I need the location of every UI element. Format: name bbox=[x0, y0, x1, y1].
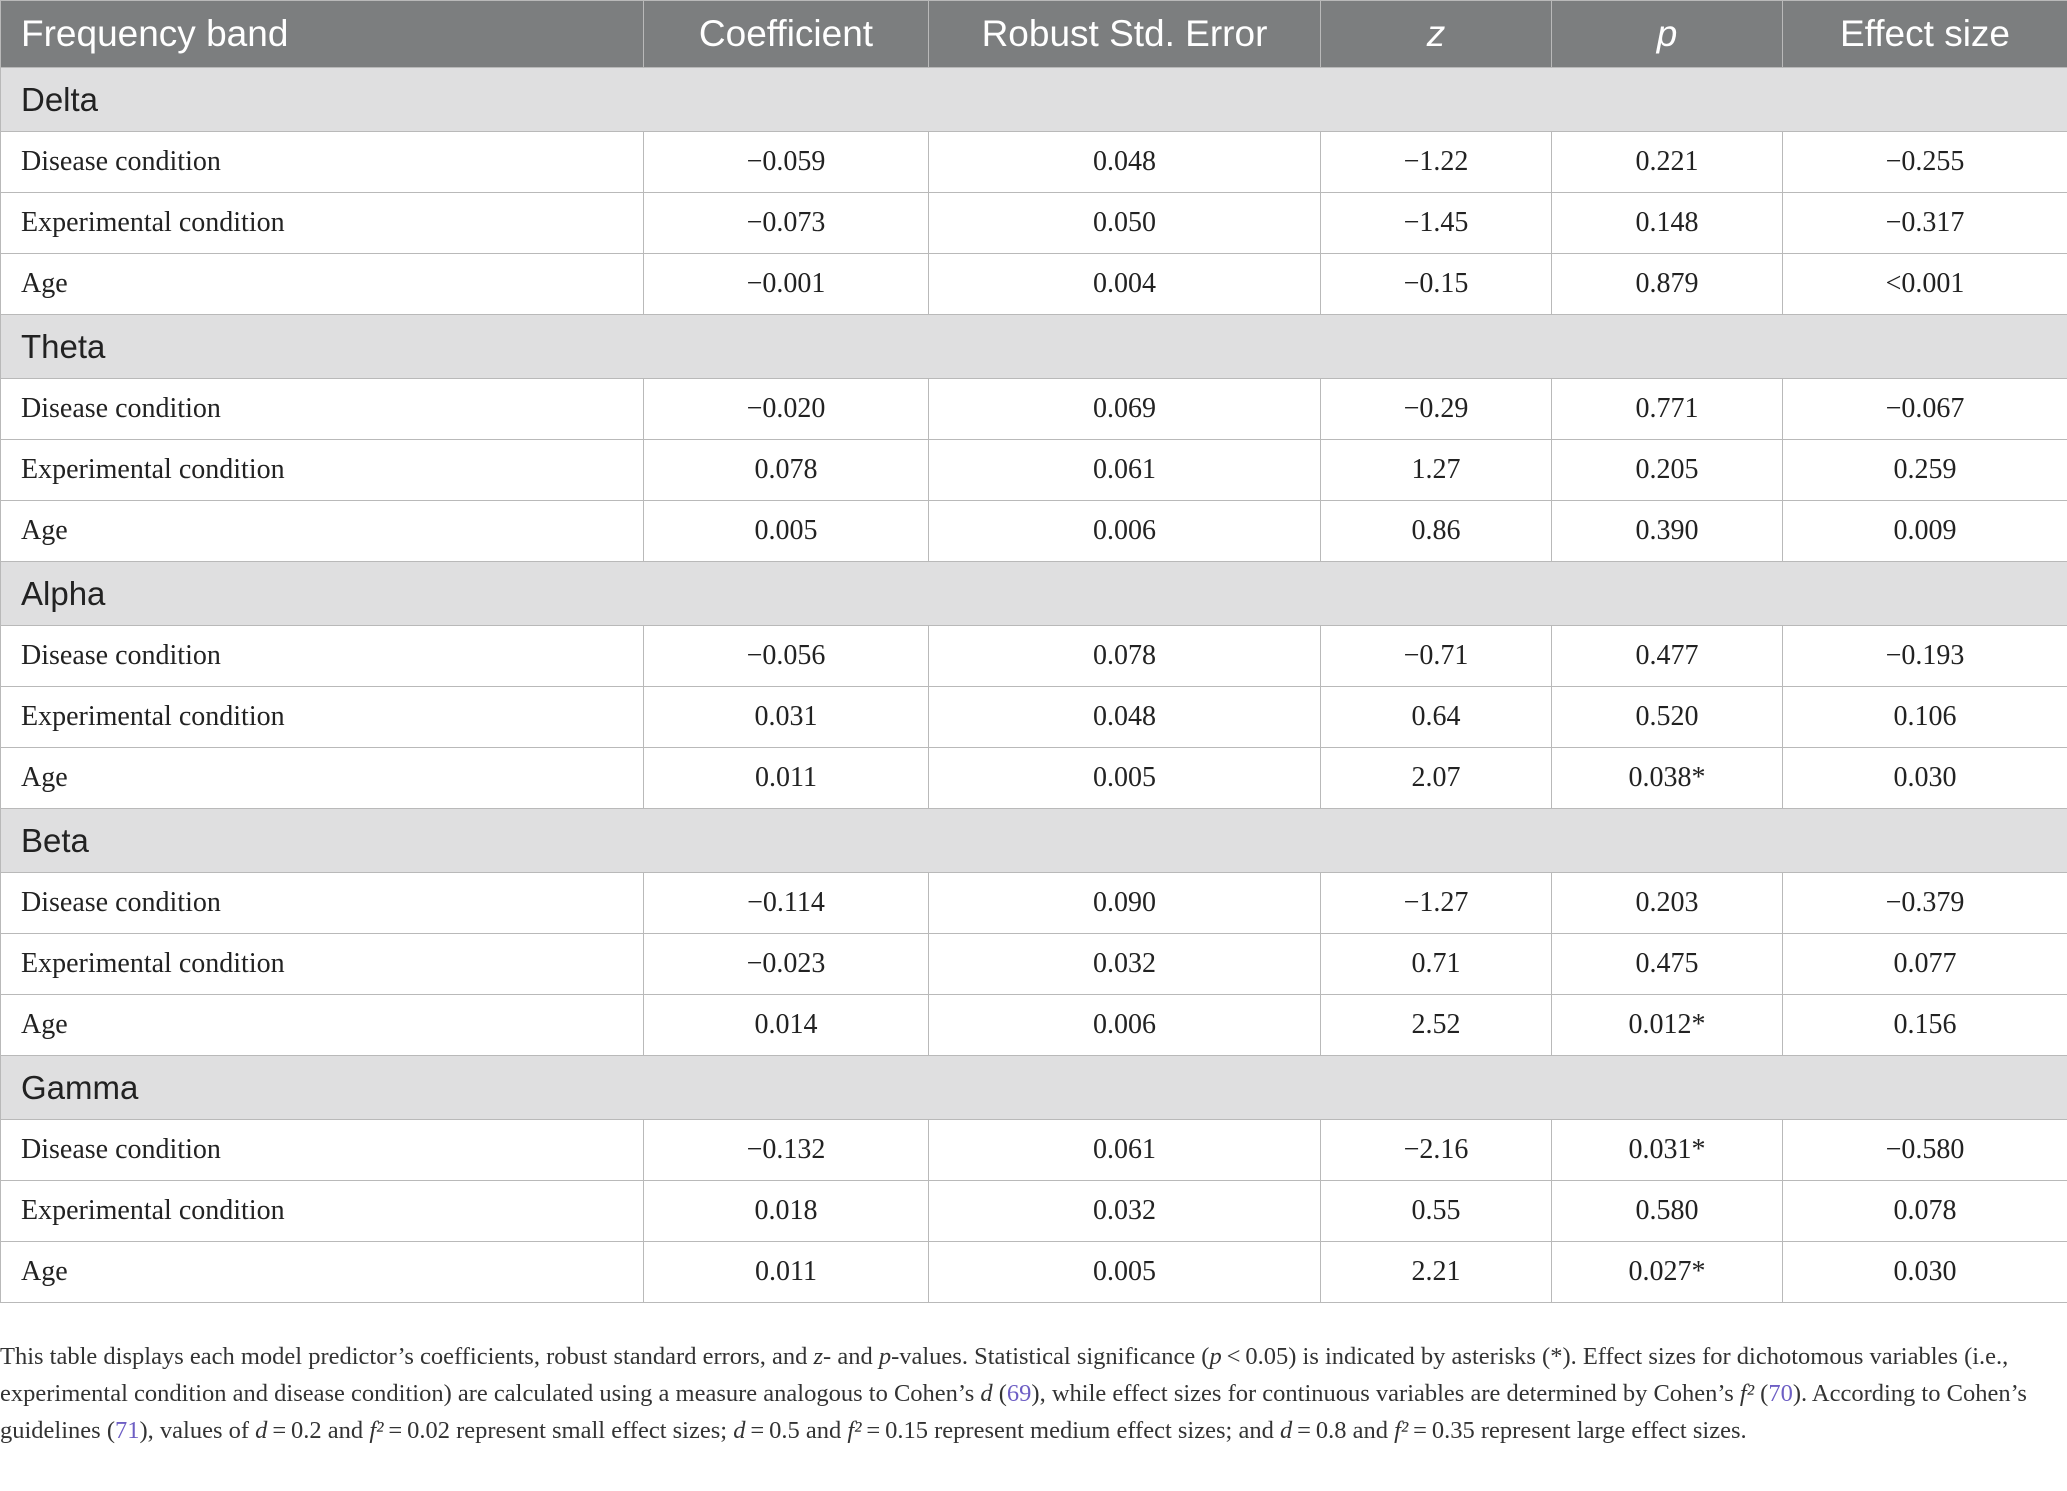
std-error-cell: 0.006 bbox=[929, 501, 1321, 562]
table-row bbox=[1, 748, 2067, 809]
header-z: z bbox=[1321, 1, 1552, 68]
header-effect-size: Effect size bbox=[1783, 1, 2067, 68]
predictor-cell: Experimental condition bbox=[1, 193, 644, 254]
p-cell: 0.148 bbox=[1552, 193, 1783, 254]
std-error-cell: 0.061 bbox=[929, 1120, 1321, 1181]
footnote-symbol-p: p bbox=[878, 1343, 892, 1370]
table-row bbox=[1, 873, 2067, 934]
predictor-cell: Disease condition bbox=[1, 132, 644, 193]
effect-size-cell: 0.030 bbox=[1783, 1242, 2067, 1303]
predictor-cell: Disease condition bbox=[1, 1120, 644, 1181]
coefficient-cell: −0.020 bbox=[644, 379, 929, 440]
coefficient-cell: −0.001 bbox=[644, 254, 929, 315]
p-cell: 0.038* bbox=[1552, 748, 1783, 809]
table-row bbox=[1, 501, 2067, 562]
std-error-cell: 0.005 bbox=[929, 1242, 1321, 1303]
footnote-symbol-d: d bbox=[980, 1380, 993, 1407]
footnote-symbol-f2: f² bbox=[1739, 1380, 1755, 1407]
z-cell: −0.29 bbox=[1321, 379, 1552, 440]
p-cell: 0.879 bbox=[1552, 254, 1783, 315]
reference-link-69[interactable]: 69 bbox=[1006, 1380, 1032, 1407]
band-name: Delta bbox=[1, 68, 2067, 132]
table-row bbox=[1, 254, 2067, 315]
predictor-cell: Age bbox=[1, 748, 644, 809]
predictor-cell: Age bbox=[1, 1242, 644, 1303]
band-group-row bbox=[1, 1056, 2067, 1120]
band-name: Theta bbox=[1, 315, 2067, 379]
p-cell: 0.520 bbox=[1552, 687, 1783, 748]
table-row bbox=[1, 934, 2067, 995]
coefficient-cell: −0.073 bbox=[644, 193, 929, 254]
predictor-cell: Experimental condition bbox=[1, 440, 644, 501]
z-cell: 0.55 bbox=[1321, 1181, 1552, 1242]
header-frequency-band: Frequency band bbox=[1, 1, 644, 68]
footnote-symbol-d: d bbox=[733, 1417, 746, 1444]
predictor-cell: Age bbox=[1, 501, 644, 562]
predictor-cell: Experimental condition bbox=[1, 687, 644, 748]
footnote-text: - and bbox=[823, 1343, 879, 1370]
band-name: Gamma bbox=[1, 1056, 2067, 1120]
footnote-text: = 0.02 represent small effect sizes; bbox=[383, 1417, 734, 1444]
predictor-cell: Disease condition bbox=[1, 626, 644, 687]
z-cell: −1.45 bbox=[1321, 193, 1552, 254]
predictor-cell: Age bbox=[1, 254, 644, 315]
footnote-symbol-f2: f² bbox=[369, 1417, 384, 1444]
std-error-cell: 0.069 bbox=[929, 379, 1321, 440]
band-group-row bbox=[1, 562, 2067, 626]
z-cell: 2.07 bbox=[1321, 748, 1552, 809]
footnote-symbol-f2: f² bbox=[847, 1417, 862, 1444]
predictor-cell: Disease condition bbox=[1, 873, 644, 934]
coefficient-cell: −0.023 bbox=[644, 934, 929, 995]
coefficient-cell: 0.011 bbox=[644, 748, 929, 809]
table-row bbox=[1, 1120, 2067, 1181]
std-error-cell: 0.061 bbox=[929, 440, 1321, 501]
footnote-text: ), values of bbox=[139, 1417, 256, 1444]
footnote-text: = 0.15 represent medium effect sizes; and bbox=[861, 1417, 1280, 1444]
std-error-cell: 0.005 bbox=[929, 748, 1321, 809]
effect-size-cell: 0.077 bbox=[1783, 934, 2067, 995]
footnote-symbol-p: p bbox=[1209, 1343, 1222, 1370]
table-row bbox=[1, 132, 2067, 193]
coefficient-cell: 0.014 bbox=[644, 995, 929, 1056]
z-cell: −1.22 bbox=[1321, 132, 1552, 193]
coefficient-cell: −0.132 bbox=[644, 1120, 929, 1181]
z-cell: 1.27 bbox=[1321, 440, 1552, 501]
footnote-text: ( bbox=[992, 1380, 1007, 1407]
z-cell: 0.64 bbox=[1321, 687, 1552, 748]
band-name: Beta bbox=[1, 809, 2067, 873]
predictor-cell: Experimental condition bbox=[1, 934, 644, 995]
footnote-text: ). According to Cohen’s guidelines ( bbox=[0, 1380, 2027, 1444]
z-cell: 2.52 bbox=[1321, 995, 1552, 1056]
predictor-cell: Age bbox=[1, 995, 644, 1056]
z-cell: −0.15 bbox=[1321, 254, 1552, 315]
table-row bbox=[1, 379, 2067, 440]
coefficient-cell: 0.005 bbox=[644, 501, 929, 562]
effect-size-cell: −0.067 bbox=[1783, 379, 2067, 440]
table-row bbox=[1, 1242, 2067, 1303]
effect-size-cell: 0.030 bbox=[1783, 748, 2067, 809]
predictor-cell: Experimental condition bbox=[1, 1181, 644, 1242]
footnote-text: = 0.5 and bbox=[745, 1417, 848, 1444]
effect-size-cell: 0.078 bbox=[1783, 1181, 2067, 1242]
footnote-text: This table displays each model predictor’s coefficients, robust standard errors, and bbox=[0, 1343, 814, 1370]
header-coefficient: Coefficient bbox=[644, 1, 929, 68]
predictor-cell: Disease condition bbox=[1, 379, 644, 440]
coefficient-cell: 0.031 bbox=[644, 687, 929, 748]
table-row bbox=[1, 687, 2067, 748]
p-cell: 0.031* bbox=[1552, 1120, 1783, 1181]
reference-link-71[interactable]: 71 bbox=[115, 1417, 140, 1444]
header-p: p bbox=[1552, 1, 1783, 68]
std-error-cell: 0.078 bbox=[929, 626, 1321, 687]
z-cell: −1.27 bbox=[1321, 873, 1552, 934]
table-row bbox=[1, 193, 2067, 254]
z-cell: 2.21 bbox=[1321, 1242, 1552, 1303]
std-error-cell: 0.032 bbox=[929, 1181, 1321, 1242]
footnote-symbol-z: z bbox=[813, 1343, 824, 1370]
coefficient-cell: −0.056 bbox=[644, 626, 929, 687]
p-cell: 0.012* bbox=[1552, 995, 1783, 1056]
table-row bbox=[1, 440, 2067, 501]
std-error-cell: 0.048 bbox=[929, 687, 1321, 748]
p-cell: 0.205 bbox=[1552, 440, 1783, 501]
effect-size-cell: 0.106 bbox=[1783, 687, 2067, 748]
std-error-cell: 0.006 bbox=[929, 995, 1321, 1056]
reference-link-70[interactable]: 70 bbox=[1768, 1380, 1793, 1407]
z-cell: 0.71 bbox=[1321, 934, 1552, 995]
table-body bbox=[1, 68, 2067, 1303]
p-cell: 0.475 bbox=[1552, 934, 1783, 995]
header-robust-std-error: Robust Std. Error bbox=[929, 1, 1321, 68]
effect-size-cell: −0.193 bbox=[1783, 626, 2067, 687]
footnote-text: = 0.35 represent large effect sizes. bbox=[1408, 1417, 1747, 1444]
table-row bbox=[1, 995, 2067, 1056]
p-cell: 0.580 bbox=[1552, 1181, 1783, 1242]
effect-size-cell: −0.379 bbox=[1783, 873, 2067, 934]
p-cell: 0.221 bbox=[1552, 132, 1783, 193]
effect-size-cell: <0.001 bbox=[1783, 254, 2067, 315]
band-group-row bbox=[1, 809, 2067, 873]
std-error-cell: 0.048 bbox=[929, 132, 1321, 193]
effect-size-cell: −0.317 bbox=[1783, 193, 2067, 254]
footnote-symbol-d: d bbox=[255, 1417, 268, 1444]
effect-size-cell: 0.156 bbox=[1783, 995, 2067, 1056]
band-group-row bbox=[1, 315, 2067, 379]
effect-size-cell: −0.255 bbox=[1783, 132, 2067, 193]
z-cell: 0.86 bbox=[1321, 501, 1552, 562]
footnote-text: = 0.2 and bbox=[267, 1417, 370, 1444]
effect-size-cell: −0.580 bbox=[1783, 1120, 2067, 1181]
table-header-row bbox=[1, 1, 2067, 68]
footnote-symbol-f2: f² bbox=[1394, 1417, 1409, 1444]
band-group-row bbox=[1, 68, 2067, 132]
std-error-cell: 0.050 bbox=[929, 193, 1321, 254]
coefficient-cell: 0.011 bbox=[644, 1242, 929, 1303]
effect-size-cell: 0.009 bbox=[1783, 501, 2067, 562]
footnote-text: -values. Statistical significance ( bbox=[891, 1343, 1210, 1370]
p-cell: 0.771 bbox=[1552, 379, 1783, 440]
table-row bbox=[1, 626, 2067, 687]
coefficient-cell: 0.018 bbox=[644, 1181, 929, 1242]
z-cell: −0.71 bbox=[1321, 626, 1552, 687]
std-error-cell: 0.004 bbox=[929, 254, 1321, 315]
coefficient-cell: −0.114 bbox=[644, 873, 929, 934]
p-cell: 0.203 bbox=[1552, 873, 1783, 934]
footnote-symbol-d: d bbox=[1279, 1417, 1293, 1444]
std-error-cell: 0.032 bbox=[929, 934, 1321, 995]
footnote-text: ( bbox=[1754, 1380, 1769, 1407]
p-cell: 0.477 bbox=[1552, 626, 1783, 687]
std-error-cell: 0.090 bbox=[929, 873, 1321, 934]
p-cell: 0.390 bbox=[1552, 501, 1783, 562]
footnote-text: ), while effect sizes for continuous variables are determined by Cohen’s bbox=[1031, 1380, 1740, 1407]
table-row bbox=[1, 1181, 2067, 1242]
z-cell: −2.16 bbox=[1321, 1120, 1552, 1181]
footnote-text: = 0.8 and bbox=[1292, 1417, 1395, 1444]
coefficient-cell: 0.078 bbox=[644, 440, 929, 501]
p-cell: 0.027* bbox=[1552, 1242, 1783, 1303]
footnote-text: < 0.05) is indicated by asterisks (*). Effect sizes for dichotomous variables (i.e., experimental condition and disease condition) are calculated using a measure analogous to Cohen’s bbox=[0, 1343, 2009, 1407]
band-name: Alpha bbox=[1, 562, 2067, 626]
table-footnote bbox=[0, 1338, 2058, 1449]
coefficient-cell: −0.059 bbox=[644, 132, 929, 193]
effect-size-cell: 0.259 bbox=[1783, 440, 2067, 501]
